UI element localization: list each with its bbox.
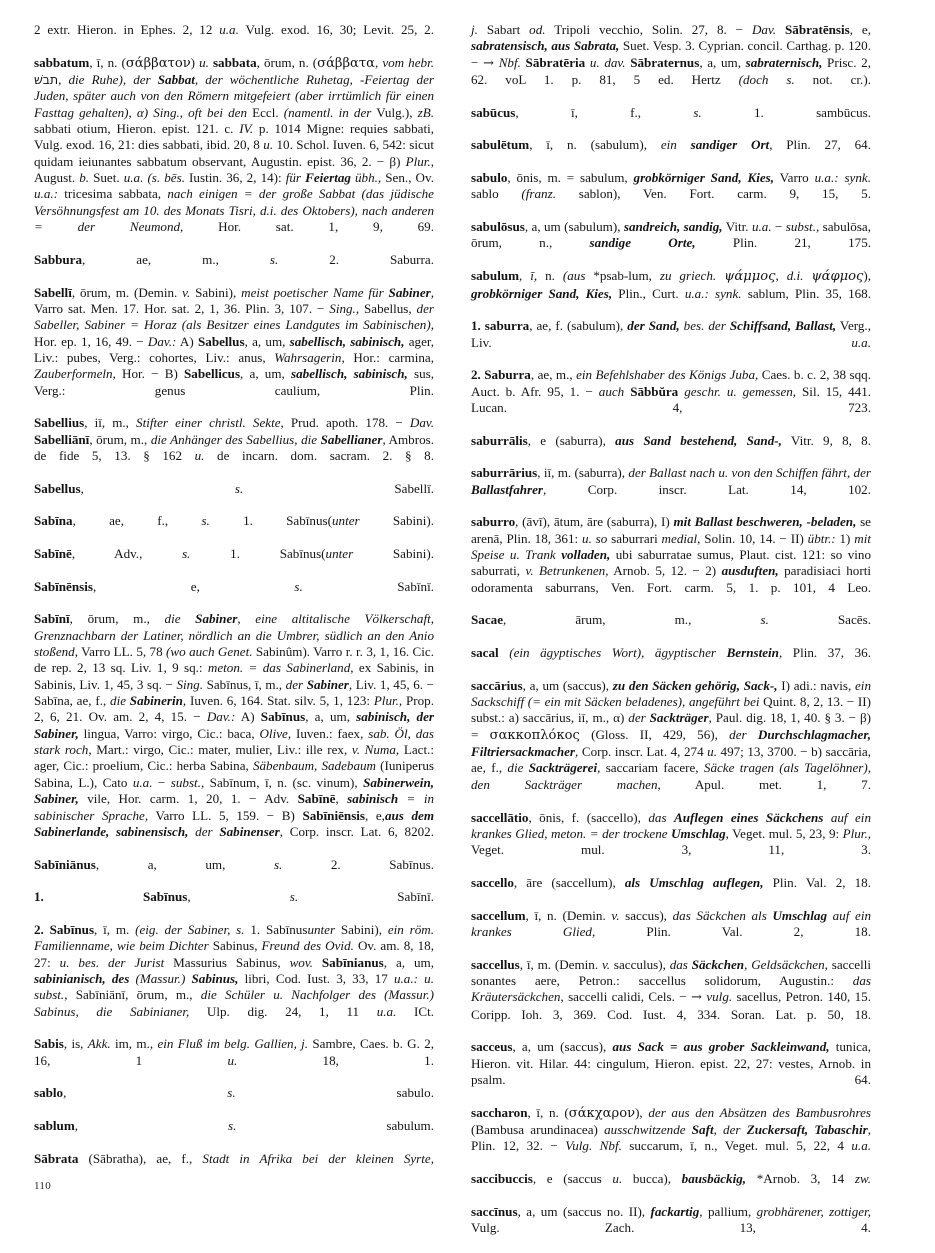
dictionary-entry: Sabīnēnsis, e, s. Sabīnī. — [34, 578, 435, 594]
dictionary-entry: saccellus, ī, m. (Demin. v. sacculus), das Säckchen, Geldsäckchen, saccelli sonantes aere, Petron.: saccellus solidorum, Augustin.: das Kräutersäckchen, saccelli calidi, Cels. − → vulg. sacellus, Petron. 140, 15. Coripp. Ioh. 3, 369. Cod. Iust. 4, 334. Soran. Lat. p. 50, 18. — [471, 956, 871, 1022]
dictionary-entry: Sabellius, iī, m., Stifter einer christl. Sekte, Prud. apoth. 178. − Dav. Sabelliānī, ōrum, m., die Anhänger des Sabellius, die Sabellianer, Ambros. de fide 5, 13. § 162 u. de incarn. dom. sacram. 2. § 8. — [34, 415, 435, 463]
dictionary-entry: sacceus, a, um (saccus), aus Sack = aus grober Sackleinwand, tunica, Hieron. vit. Hilar. 44: cingulum, Hieron. epist. 22, 27: vestes, Arnob. in psalm. 64. — [471, 1039, 872, 1087]
dictionary-entry: sabulōsus, a, um (sabulum), sandreich, sandig, Vitr. u.a. − subst., sabulōsa, ōrum, n., sandige Orte, Plin. 21, 175. — [471, 219, 872, 251]
dictionary-entry: Sabīnē, Adv., s. 1. Sabīnus(unter Sabini). — [34, 546, 435, 561]
left-column — [34, 22, 434, 1183]
dictionary-entry: Sabīna, ae, f., s. 1. Sabīnus(unter Sabini). — [34, 513, 434, 529]
dictionary-entry: Sābrata (Sābratha), ae, f., Stadt in Afrika bei der kleinen Syrte, — [34, 1150, 434, 1166]
dictionary-entry: 2. Saburra, ae, m., ein Befehlshaber des Königs Juba, Caes. b. c. 2, 38 sqq. Auct. b. Afr. 95, 1. − auch Sābbŭra geschr. u. gemessen, Sil. 15, 441. Lucan. 4, 723. — [471, 367, 872, 415]
dictionary-entry: sabulum, ī, n. (aus *psab-lum, zu griech. ψάμμος, d.i. ψάφμος), grobkörniger Sand, Kies, Plin., Curt. u.a.: synk. sablum, Plin. 35, 168. — [471, 268, 872, 301]
dictionary-entry: Sacae, ārum, m., s. Sacēs. — [471, 612, 871, 628]
dictionary-entry: sabulo, ōnis, m. = sabulum, grobkörniger Sand, Kies, Varro u.a.: synk. sablo (franz. sablon), Ven. Fort. carm. 9, 15, 5. — [471, 170, 872, 202]
dictionary-entry: 2. Sabīnus, ī, m. (eig. der Sabiner, s. 1. Sabīnusunter Sabini), ein röm. Familienname, wie beim Dichter Sabinus, Freund des Ovid. Ov. am. 8, 18, 27: u. bes. der Jurist Massurius Sabinus, wov. Sabīnianus, a, um, sabinianisch, des (Massur.) Sabinus, libri, Cod. Iust. 3, 33, 17 u.a.: u. subst., Sabīniānī, ōrum, m., die Schüler u. Nachfolger des (Massur.) Sabinus, die Sabinianer, Ulp. dig. 24, 1, 11 u.a. ICt. — [34, 921, 435, 1019]
dictionary-entry: saccello, āre (saccellum), als Umschlag auflegen, Plin. Val. 2, 18. — [471, 874, 871, 890]
dictionary-entry: 2 extr. Hieron. in Ephes. 2, 12 u.a. Vulg. exod. 16, 30; Levit. 25, 2. — [34, 22, 434, 37]
dictionary-entry: 1. Sabīnus, s. Sabīnī. — [34, 889, 434, 905]
right-column — [471, 22, 871, 1253]
dictionary-entry: saburrārius, iī, m. (saburra), der Ballast nach u. von den Schiffen fährt, der Ballastfahrer, Corp. inscr. Lat. 14, 102. — [471, 465, 872, 497]
dictionary-entry: sablo, s. sabulo. — [34, 1085, 435, 1101]
dictionary-entry: saburro, (āvī), ātum, āre (saburra), I) mit Ballast beschweren, -beladen, se arenā, Plin. 18, 361: u. so saburrari medial, Solin. 10, 14. − II) übtr.: 1) mit Speise u. Trank volladen, ubi saburratae sumus, Plaut. cist. 121: so vino saburrati, v. Betrunkenen, Arnob. 5, 12. − 2) ausduften, paradisiaci horti odoramenta saburrans, Ven. Fort. carm. 5, 1. p. 101, 4 Leo. — [471, 514, 871, 595]
dictionary-entry: saccellum, ī, n. (Demin. v. saccus), das Säckchen als Umschlag auf ein krankes Glied, Plin. Val. 2, 18. — [471, 907, 872, 939]
dictionary-entry: sablum, s. sabulum. — [34, 1118, 435, 1134]
dictionary-entry: Sabellus, s. Sabellī. — [34, 480, 434, 496]
dictionary-entry: saburrālis, e (saburra), aus Sand bestehend, Sand-, Vitr. 9, 8, 8. — [471, 432, 871, 448]
dictionary-entry: sabūcus, ī, f., s. 1. sambūcus. — [471, 104, 871, 120]
dictionary-entry: saccharon, ī, n. (σάκχαρον), der aus den Absätzen des Bambusrohres (Bambusa arundinacea) ausschwitzende Saft, der Zuckersaft, Tabaschir, Plin. 12, 32. − Vulg. Nbf. succarum, ī, n., Veget. mul. 5, 22, 4 u.a. — [471, 1104, 872, 1154]
dictionary-entry: j. Sabart od. Tripoli vecchio, Solin. 27, 8. − Dav. Sābratēnsis, e, sabratensisch, aus Sabrata, Suet. Vesp. 3. Cyprian. concil. Carthag. p. 120. − → Nbf. Sābratēria u. dav. Sābraternus, a, um, sabraternisch, Prisc. 2, 62. voL 1. p. 81, 5 ed. Hertz (doch s. not. cr.). — [471, 22, 872, 88]
dictionary-entry: Sabīniānus, a, um, s. 2. Sabīnus. — [34, 856, 434, 872]
dictionary-entry: Sabīnī, ōrum, m., die Sabiner, eine altitalische Völkerschaft, Grenznachbarn der Latiner, nördlich an die Umbrer, südlich an den Anio stoßend, Varro LL. 5, 78 (wo auch Genet. Sabinûm). Varro r. r. 3, 1, 16. Cic. de rep. 2, 13 sq. Liv. 1, 9 sq.: meton. = das Sabinerland, ex Sabinis, in Sabinis, Liv. 1, 45, 3 sq. − Sing. Sabīnus, ī, m., der Sabiner, Liv. 1, 45, 6. − Sabīna, ae, f., die Sabinerin, Iuven. 6, 164. Stat. silv. 5, 1, 123: Plur., Prop. 2, 6, 21. Ov. am. 2, 4, 15. − Dav.: A) Sabīnus, a, um, sabinisch, der Sabiner, lingua, Varro: virgo, Cic.: baca, Olive, Iuven.: faex, sab. Öl, das stark roch, Mart.: virgo, Cic.: mater, mulier, Liv.: ille rex, v. Numa, Lact.: ager, Cic.: proelium, Cic.: herba Sabina, Säbenbaum, Sadebaum (Iuniperus Sabina, L.), Cato u.a. − subst., Sabīnum, ī, n. (sc. vinum), Sabinerwein, Sabiner, vile, Hor. carm. 1, 20, 1. − Adv. Sabīnē, sabinisch = in sabinischer Sprache, Varro LL. 5, 159. − B) Sabīniēnsis, e,aus dem Sabinerlande, sabinensisch, der Sabinenser, Corp. inscr. Lat. 6, 8202. — [34, 611, 435, 839]
dictionary-entry: Sabbura, ae, m., s. 2. Saburra. — [34, 251, 434, 267]
dictionary-entry: Sabis, is, Akk. im, m., ein Fluß im belg. Gallien, j. Sambre, Caes. b. G. 2, 16, 1 u. 18, 1. — [34, 1036, 435, 1068]
dictionary-entry: sacal (ein ägyptisches Wort), ägyptischer Bernstein, Plin. 37, 36. — [471, 645, 871, 661]
dictionary-entry: Sabellī, ōrum, m. (Demin. v. Sabini), meist poetischer Name für Sabiner, Varro sat. Men. 17. Hor. sat. 2, 1, 36. Plin. 3, 107. − Sing., Sabellus, der Sabeller, Sabiner = Horaz (als Besitzer eines Landgutes im Sabinischen), Hor. ep. 1, 16, 49. − Dav.: A) Sabellus, a, um, sabellisch, sabinisch, ager, Liv.: pubes, Verg.: cohortes, Liv.: anus, Wahrsagerin, Hor.: carmina, Zauberformeln, Hor. − B) Sabellicus, a, um, sabellisch, sabinisch, sus, Verg.: genus caulium, Plin. — [34, 284, 435, 398]
dictionary-entry: sabbatum, ī, n. (σάββατον) u. sabbata, ōrum, n. (σάββατα, vom hebr. תבשׁ, die Ruhe), der Sabbat, der wöchentliche Ruhetag, -Feiertag der Juden, später auch von den Römern mitgefeiert (aber irrtümlich für einen Fasttag gehalten), α) Sing., oft bei den Eccl. (namentl. in der Vulg.), zB. sabbati otium, Hieron. epist. 121. c. IV. p. 1014 Migne: requies sabbati, Vulg. exod. 16, 21: dies sabbati, ibid. 20, 8 u. 10. Schol. Iuven. 6, 542: sicut quidam ieiunantes sabbatum observant, Augustin. epist. 36, 2. − β) Plur., August. b. Suet. u.a. (s. bēs. Iustin. 36, 2, 14): für Feiertag übh., Sen., Ov. u.a.: tricesima sabbata, nach einigen = der große Sabbat (das jüdische Versöhnungsfest am 10. des Monats Tisri, d.i. des Oktobers), nach anderen = der Neumond, Hor. sat. 1, 9, 69. — [34, 54, 434, 235]
dictionary-entry: saccārius, a, um (saccus), zu den Säcken gehörig, Sack-, I) adi.: navis, ein Sackschiff (= ein mit Säcken beladenes), angeführt bei Quint. 8, 2, 13. − II) subst.: a) saccārius, iī, m., α) der Sackträger, Paul. dig. 18, 1, 40. § 3. − β) = σακκοπλόκος (Gloss. II, 429, 56), der Durchschlagmacher, Filtriersackmacher, Corp. inscr. Lat. 4, 274 u. 497; 13, 3700. − b) saccāria, ae, f., die Sackträgerei, saccariam facere, Säcke tragen (als Tagelöhner), den Sackträger machen, Apul. met. 1, 7. — [471, 677, 871, 792]
dictionary-entry: sabulētum, ī, n. (sabulum), ein sandiger Ort, Plin. 27, 64. — [471, 137, 871, 153]
dictionary-entry: saccibuccis, e (saccus u. bucca), bausbäckig, *Arnob. 3, 14 zw. — [471, 1171, 871, 1187]
folio-number: 110 — [34, 1180, 51, 1192]
dictionary-entry: saccīnus, a, um (saccus no. II), fackartig, pallium, grobhärener, zottiger, Vulg. Zach. 13, 4. — [471, 1203, 871, 1236]
dictionary-entry: saccellātio, ōnis, f. (saccello), das Auflegen eines Säckchens auf ein krankes Glied, meton. = der trockene Umschlag, Veget. mul. 5, 23, 9: Plur., Veget. mul. 3, 11, 3. — [471, 809, 871, 858]
dictionary-entry: 1. saburra, ae, f. (sabulum), der Sand, bes. der Schiffsand, Ballast, Verg., Liv. u.a. — [471, 318, 871, 350]
